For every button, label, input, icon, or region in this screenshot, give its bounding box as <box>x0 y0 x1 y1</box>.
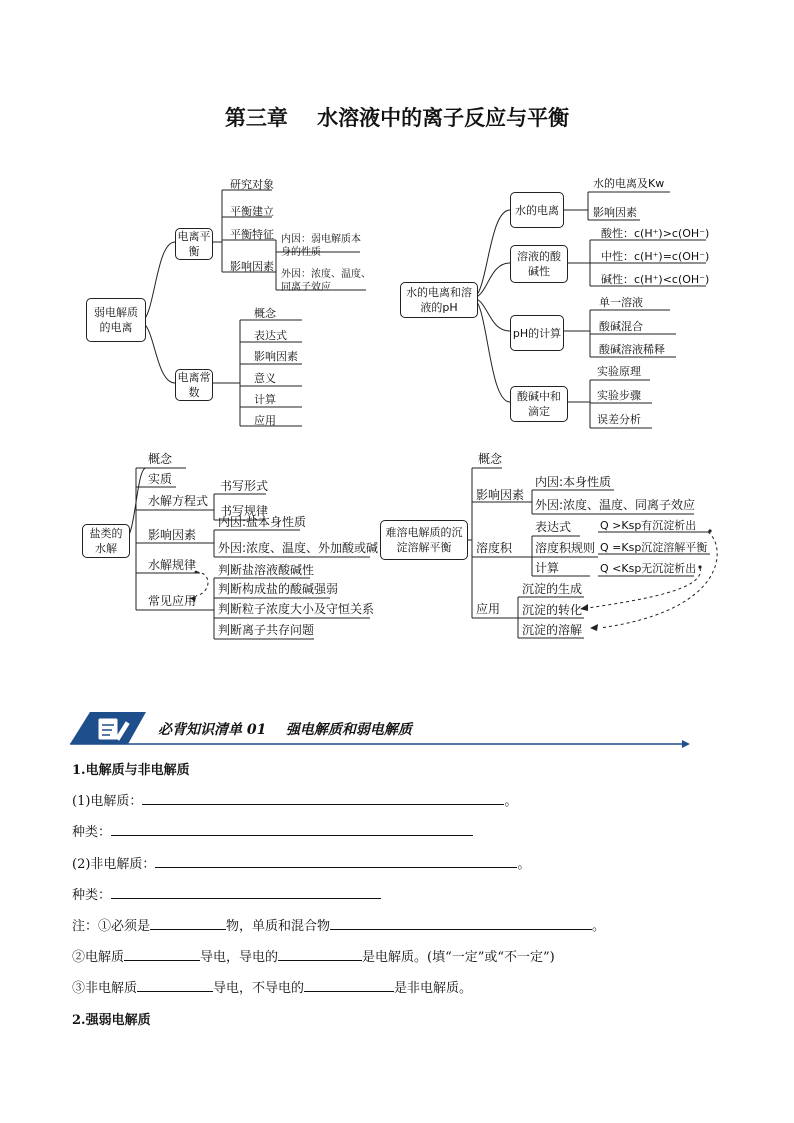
map4-rule: Q <Ksp无沉淀析出 <box>600 562 697 575</box>
note-b: 物，单质和混合物 <box>226 919 331 934</box>
map1-item: 平衡建立 <box>230 205 274 218</box>
map3-application-item: 判断盐溶液酸碱性 <box>218 563 315 577</box>
map1-external: 外因：浓度、温度、同离子效应 <box>281 269 371 293</box>
map3-equation-item: 书写形式 <box>220 479 269 493</box>
section1-line1 <box>72 792 517 811</box>
line7-a: ③非电解质 <box>72 981 138 996</box>
map2-titration-item: 实验原理 <box>597 365 641 378</box>
map4-factor-item: 内因:本身性质 <box>535 475 612 489</box>
map4-item: 概念 <box>478 452 503 466</box>
map1-item: 平衡特征 <box>230 228 274 241</box>
map2-titration: 酸碱中和滴定 <box>510 386 568 422</box>
blank-field[interactable] <box>111 823 473 836</box>
map2-water: 水的电离 <box>510 192 564 228</box>
map1-const-item: 计算 <box>254 393 276 406</box>
blank-field[interactable] <box>155 855 517 868</box>
map1-internal: 内因：弱电解质本身的性质 <box>281 234 361 258</box>
section1-heading: 1.电解质与非电解质 <box>72 763 190 778</box>
blank-field[interactable] <box>150 917 226 930</box>
map3-root: 盐类的水解 <box>82 524 130 558</box>
blank-field[interactable] <box>124 948 200 961</box>
map3-item: 实质 <box>148 472 173 486</box>
blank-field[interactable] <box>142 792 504 805</box>
map2-water-item: 影响因素 <box>593 206 637 219</box>
map2-water-item: 水的电离及Kw <box>593 177 665 190</box>
section1-line7 <box>72 979 472 998</box>
section1-note <box>72 917 605 936</box>
map3-application-item: 判断离子共存问题 <box>218 623 315 637</box>
map4-rule: Q =Ksp沉淀溶解平衡 <box>600 541 708 554</box>
map4-application-item: 沉淀的生成 <box>522 582 583 596</box>
line6-a: ②电解质 <box>72 950 125 965</box>
map3-item: 水解规律 <box>148 558 197 572</box>
map4-ksp-item: 计算 <box>535 561 560 575</box>
blank-field[interactable] <box>278 948 362 961</box>
map3-application-item: 判断粒子浓度大小及守恒关系 <box>218 602 375 616</box>
map4-application-item: 沉淀的转化 <box>522 603 583 617</box>
map3-item: 影响因素 <box>148 528 197 542</box>
map2-titration-item: 实验步骤 <box>597 389 641 402</box>
map1-const-item: 影响因素 <box>254 350 298 363</box>
map1-const-item: 意义 <box>254 372 276 385</box>
line6-b: 导电，导电的 <box>200 950 279 965</box>
map4-ksp-item: 溶度积规则 <box>535 541 596 555</box>
map1-root: 弱电解质的电离 <box>86 298 146 342</box>
map3-application-item: 判断构成盐的酸碱强弱 <box>218 582 339 596</box>
section1-line3 <box>72 855 530 874</box>
map4-application-item: 沉淀的溶解 <box>522 623 583 637</box>
map2-ph: pH的计算 <box>510 315 564 351</box>
map4-item: 应用 <box>476 602 501 616</box>
map2-acidity-item: 酸性：c(H⁺)>c(OH⁻) <box>601 227 710 240</box>
section2-heading: 2.强弱电解质 <box>72 1013 151 1028</box>
blank-field[interactable] <box>137 979 213 992</box>
line3-label: (2)非电解质： <box>72 857 156 872</box>
section1-line6 <box>72 948 555 967</box>
line2-label: 种类： <box>72 825 112 840</box>
page-title: 第三章 水溶液中的离子反应与平衡 <box>224 105 570 130</box>
map1-ionization-balance: 电离平衡 <box>175 228 213 260</box>
map2-acidity-item: 中性：c(H⁺)=c(OH⁻) <box>601 250 710 263</box>
map1-const-item: 表达式 <box>254 329 287 342</box>
blank-field[interactable] <box>330 917 592 930</box>
map3-item: 概念 <box>148 452 173 466</box>
map4-item: 溶度积 <box>476 541 513 555</box>
blank-field[interactable] <box>304 979 394 992</box>
map2-acidity: 溶液的酸碱性 <box>510 245 568 283</box>
section1-line4 <box>72 886 381 905</box>
map1-item: 影响因素 <box>230 260 274 273</box>
map3-factor-item: 外因:浓度、温度、外加酸或碱 <box>218 541 379 555</box>
line3-end: 。 <box>517 857 531 872</box>
line1-end: 。 <box>504 794 518 809</box>
section1-line2 <box>72 823 473 842</box>
map2-ph-item: 单一溶液 <box>599 296 643 309</box>
map1-const-item: 概念 <box>254 307 276 320</box>
map3-factor-item: 内因:盐本身性质 <box>218 515 307 529</box>
note-a: 注：①必须是 <box>72 919 151 934</box>
map3-equation-item: 书写规律 <box>220 504 269 518</box>
map2-acidity-item: 碱性：c(H⁺)<c(OH⁻) <box>601 273 710 286</box>
line1-label: (1)电解质： <box>72 794 143 809</box>
map4-rule: Q >Ksp有沉淀析出 <box>600 519 697 532</box>
map4-root: 难溶电解质的沉淀溶解平衡 <box>380 520 468 560</box>
map3-item: 常见应用 <box>148 594 197 608</box>
map2-root: 水的电离和溶液的pH <box>400 282 478 318</box>
blank-field[interactable] <box>111 886 381 899</box>
line7-c: 是非电解质。 <box>394 981 473 996</box>
map4-item: 影响因素 <box>476 488 525 502</box>
map1-const-item: 应用 <box>254 414 276 427</box>
map4-factor-item: 外因:浓度、温度、同离子效应 <box>535 498 696 512</box>
map2-titration-item: 误差分析 <box>597 413 641 426</box>
banner-label: 必背知识清单 01 强电解质和弱电解质 <box>158 722 412 738</box>
line6-c: 是电解质。(填“一定”或“不一定”) <box>362 950 555 965</box>
map2-ph-item: 酸碱混合 <box>599 320 643 333</box>
map1-ionization-const: 电离常数 <box>175 369 213 401</box>
note-end: 。 <box>592 919 606 934</box>
line4-label: 种类： <box>72 888 112 903</box>
line7-b: 导电，不导电的 <box>213 981 305 996</box>
map1-item: 研究对象 <box>230 178 274 191</box>
map2-ph-item: 酸碱溶液稀释 <box>599 343 665 356</box>
map4-ksp-item: 表达式 <box>535 520 572 534</box>
map3-item: 水解方程式 <box>148 494 209 508</box>
